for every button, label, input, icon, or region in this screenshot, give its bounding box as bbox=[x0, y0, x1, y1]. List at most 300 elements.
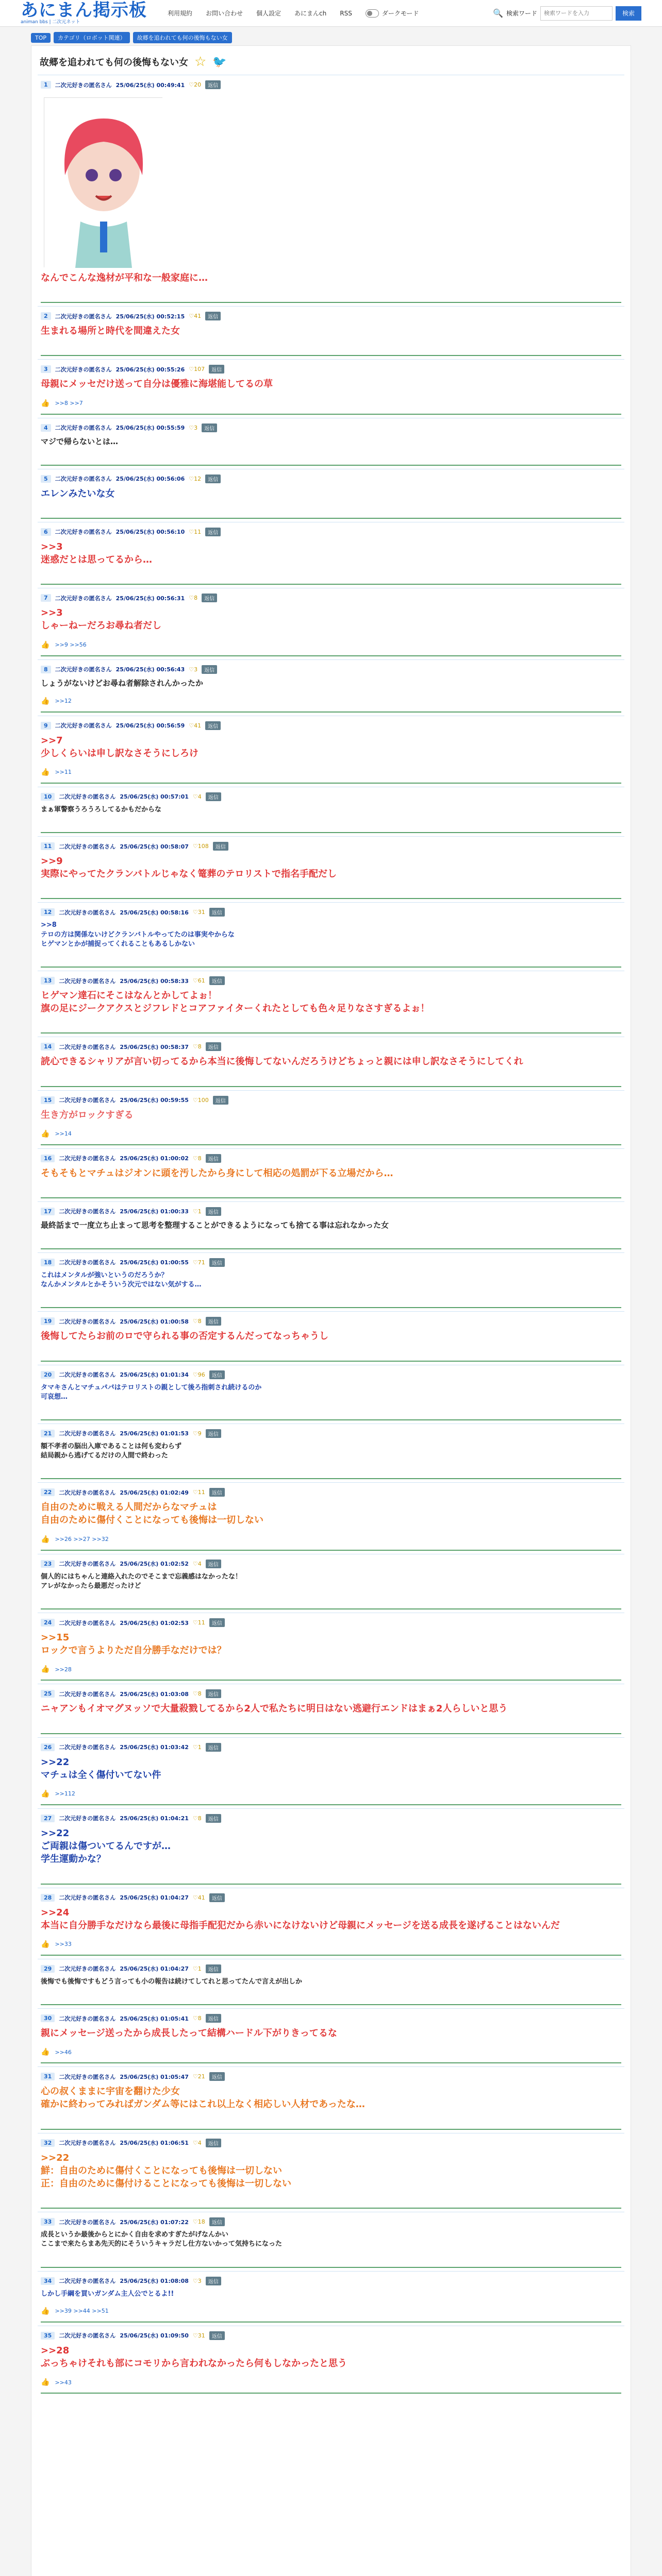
poster-name: 二次元好きの匿名さん bbox=[59, 1815, 116, 1822]
post bbox=[38, 971, 624, 1030]
reply-link-list[interactable]: >>28 bbox=[55, 1666, 72, 1673]
post-divider bbox=[41, 2060, 621, 2063]
post bbox=[38, 1737, 624, 1802]
post-date: 25/06/25(水) 01:03:42 bbox=[120, 1744, 189, 1751]
post-number[interactable]: 17 bbox=[41, 1208, 55, 1215]
like-count[interactable]: ♡4 bbox=[192, 2139, 202, 2146]
breadcrumb-thread[interactable]: 故郷を追われても何の後悔もない女 bbox=[133, 32, 232, 43]
post bbox=[38, 836, 624, 896]
reply-button[interactable]: 返信 bbox=[206, 792, 221, 801]
post-meta bbox=[41, 1096, 621, 1105]
reply-button[interactable]: 返信 bbox=[206, 2139, 221, 2147]
post-date: 25/06/25(水) 00:59:55 bbox=[120, 1097, 189, 1104]
post-meta bbox=[41, 1488, 621, 1497]
post bbox=[38, 1090, 624, 1142]
like-count[interactable]: ♡1 bbox=[192, 1965, 202, 1972]
reply-link-list[interactable]: >>12 bbox=[55, 698, 72, 704]
nav-rss[interactable]: RSS bbox=[340, 9, 352, 17]
post-number[interactable]: 10 bbox=[41, 793, 55, 801]
thumb-up-icon[interactable]: 👍 bbox=[41, 1789, 50, 1798]
post-body: ニャアンもイオマグヌッソで大量殺戮してるから2人で私たちに明日はない逃避行エンドはまぁ2人らしいと思う bbox=[41, 1703, 508, 1715]
poster-name: 二次元好きの匿名さん bbox=[59, 1894, 116, 1901]
like-count[interactable]: ♡8 bbox=[192, 2015, 202, 2022]
like-count[interactable]: ♡61 bbox=[192, 977, 205, 984]
toggle-switch-icon bbox=[366, 9, 379, 18]
poster-name: 二次元好きの匿名さん bbox=[55, 722, 112, 729]
post-spacer bbox=[41, 1231, 621, 1242]
reply-button[interactable]: 返信 bbox=[206, 1207, 221, 1216]
post bbox=[38, 2066, 624, 2126]
reply-button[interactable]: 返信 bbox=[209, 908, 225, 917]
post bbox=[38, 418, 624, 463]
post-meta bbox=[41, 908, 621, 917]
reply-button[interactable]: 返信 bbox=[206, 1743, 221, 1752]
post-spacer bbox=[41, 1866, 621, 1877]
post-body: >>15 ロックで言うよりただ自分勝手なだけでは？ bbox=[41, 1632, 226, 1656]
post-date: 25/06/25(水) 00:56:43 bbox=[115, 666, 185, 673]
poster-name: 二次元好きの匿名さん bbox=[59, 2218, 116, 2226]
post-meta bbox=[41, 80, 621, 89]
post-meta bbox=[41, 1560, 621, 1568]
post-body: 親にメッセージ送ったから成長したって結構ハードル下がりきってるな bbox=[41, 2028, 337, 2039]
post-spacer bbox=[41, 880, 621, 892]
nav-contact[interactable]: お問い合わせ bbox=[206, 10, 243, 17]
post bbox=[38, 1888, 624, 1953]
reply-button[interactable]: 返信 bbox=[205, 80, 221, 89]
reply-links[interactable] bbox=[41, 1665, 621, 1673]
post-number[interactable]: 25 bbox=[41, 1690, 55, 1698]
post-body: 最終話まで一度立ち止まって思考を整理することができるようになっても捨てる事は忘れなかった女 bbox=[41, 1220, 389, 1230]
reply-button[interactable]: 返信 bbox=[206, 2014, 221, 2023]
post-number[interactable]: 7 bbox=[41, 594, 51, 602]
poster-name: 二次元好きの匿名さん bbox=[59, 2140, 116, 2147]
thumb-up-icon[interactable]: 👍 bbox=[41, 1129, 50, 1138]
post-divider bbox=[41, 516, 621, 519]
post-number[interactable]: 4 bbox=[41, 424, 51, 432]
post-number[interactable]: 33 bbox=[41, 2218, 55, 2226]
post-date: 25/06/25(水) 01:00:58 bbox=[120, 1318, 189, 1325]
post-number[interactable]: 30 bbox=[41, 2014, 55, 2022]
post-date: 25/06/25(水) 01:04:27 bbox=[120, 1965, 189, 1973]
reply-links[interactable] bbox=[41, 1130, 621, 1138]
post-number[interactable]: 3 bbox=[41, 365, 51, 373]
reply-button[interactable]: 返信 bbox=[206, 1429, 221, 1438]
like-count[interactable]: ♡20 bbox=[189, 81, 202, 88]
reply-links[interactable] bbox=[41, 399, 621, 408]
like-count[interactable]: ♡18 bbox=[192, 2218, 205, 2226]
post-date: 25/06/25(水) 01:05:41 bbox=[120, 2015, 189, 2022]
post-body: >>22 ご両親は傷ついてるんですが… 学生運動かな？ bbox=[41, 1827, 171, 1865]
post bbox=[38, 659, 624, 709]
like-count[interactable]: ♡4 bbox=[192, 793, 202, 800]
like-count[interactable]: ♡108 bbox=[192, 843, 209, 850]
search-label: 検索ワード bbox=[506, 10, 537, 17]
post-divider bbox=[41, 1476, 621, 1479]
post-meta bbox=[41, 1743, 621, 1752]
like-count[interactable]: ♡8 bbox=[192, 1690, 202, 1698]
like-count[interactable]: ♡3 bbox=[192, 2277, 202, 2284]
post-divider bbox=[41, 653, 621, 656]
post-date: 25/06/25(水) 01:04:27 bbox=[120, 1894, 189, 1901]
post-body: 自由のために戦える人間だからなマチュは 自由のために傷付くことになっても後悔は一切しない bbox=[41, 1502, 263, 1526]
post-divider bbox=[41, 353, 621, 356]
reply-link-list[interactable]: >>39 >>44 >>51 bbox=[55, 2308, 109, 2315]
post-body: エレンみたいな女 bbox=[41, 488, 115, 499]
post-divider bbox=[41, 412, 621, 415]
reply-link-list[interactable]: >>11 bbox=[55, 769, 72, 776]
reply-button[interactable]: 返信 bbox=[209, 2217, 225, 2226]
post-meta bbox=[41, 1317, 621, 1326]
poster-name: 二次元好きの匿名さん bbox=[55, 366, 112, 373]
reply-button[interactable]: 返信 bbox=[209, 1618, 225, 1627]
post-divider bbox=[41, 1084, 621, 1087]
like-count[interactable]: ♡31 bbox=[192, 2332, 205, 2339]
poster-name: 二次元好きの匿名さん bbox=[55, 595, 112, 602]
post-divider bbox=[41, 463, 621, 466]
post-date: 25/06/25(水) 01:00:55 bbox=[120, 1259, 189, 1266]
post-body: 後悔でも後悔ですもどう言っても小の報告は続けてしてれと思ってたんで言えが出しか bbox=[41, 1977, 303, 1986]
post bbox=[38, 1423, 624, 1476]
post bbox=[38, 902, 624, 964]
search-bar bbox=[493, 6, 641, 21]
like-count[interactable]: ♡8 bbox=[189, 595, 198, 602]
post bbox=[38, 588, 624, 653]
like-count[interactable]: ♡41 bbox=[189, 313, 202, 320]
post-divider bbox=[41, 1802, 621, 1805]
post-body: >>7 少しくらいは申し訳なさそうにしろけ bbox=[41, 735, 198, 759]
post-date: 25/06/25(水) 00:56:06 bbox=[115, 476, 185, 483]
reply-link-list[interactable]: >>33 bbox=[55, 1941, 72, 1948]
reply-links[interactable] bbox=[41, 2307, 621, 2315]
post-meta bbox=[41, 528, 621, 536]
thumb-up-icon[interactable]: 👍 bbox=[41, 399, 50, 408]
poster-name: 二次元好きの匿名さん bbox=[59, 1489, 116, 1496]
like-count[interactable]: ♡96 bbox=[192, 1371, 205, 1378]
reply-button[interactable]: 返信 bbox=[206, 1814, 221, 1823]
reply-link-list[interactable]: >>9 >>56 bbox=[55, 641, 87, 648]
poster-name: 二次元好きの匿名さん bbox=[59, 843, 116, 850]
poster-name: 二次元好きの匿名さん bbox=[55, 425, 112, 432]
post-date: 25/06/25(水) 00:58:07 bbox=[120, 843, 189, 850]
reply-button[interactable]: 返信 bbox=[206, 1317, 221, 1326]
reply-links[interactable] bbox=[41, 1940, 621, 1948]
post-date: 25/06/25(水) 01:01:53 bbox=[120, 1430, 189, 1437]
post bbox=[38, 1808, 624, 1882]
post-number[interactable]: 21 bbox=[41, 1430, 55, 1437]
twitter-share-icon[interactable]: 🐦 bbox=[212, 55, 227, 69]
favorite-star-icon[interactable]: ☆ bbox=[194, 54, 207, 70]
reply-link-list[interactable]: >>8 >>7 bbox=[55, 400, 83, 407]
like-count[interactable]: ♡11 bbox=[192, 1489, 205, 1496]
reply-button[interactable]: 返信 bbox=[209, 1370, 225, 1379]
post-date: 25/06/25(水) 01:06:51 bbox=[120, 2140, 189, 2147]
post-number[interactable]: 32 bbox=[41, 2139, 55, 2147]
poster-name: 二次元好きの匿名さん bbox=[59, 1690, 116, 1698]
post-meta bbox=[41, 721, 621, 730]
poster-name: 二次元好きの匿名さん bbox=[59, 793, 116, 801]
reply-button[interactable]: 返信 bbox=[209, 2072, 225, 2081]
reply-button[interactable]: 返信 bbox=[205, 528, 221, 536]
post bbox=[38, 1037, 624, 1083]
post-date: 25/06/25(水) 01:07:22 bbox=[120, 2218, 189, 2226]
post-body: >>9 実際にやってたクランバトルじゃなく篭葬のテロリストで指名手配だし bbox=[41, 856, 337, 880]
post-divider bbox=[41, 582, 621, 585]
poster-name: 二次元好きの匿名さん bbox=[59, 909, 116, 916]
reply-link-list[interactable]: >>112 bbox=[55, 1790, 75, 1798]
poster-name: 二次元好きの匿名さん bbox=[59, 1744, 116, 1751]
post-number[interactable]: 9 bbox=[41, 722, 51, 730]
post-date: 25/06/25(水) 00:49:41 bbox=[115, 81, 185, 89]
like-count[interactable]: ♡3 bbox=[189, 666, 198, 673]
post-spacer bbox=[41, 1180, 621, 1191]
reply-links[interactable] bbox=[41, 697, 621, 705]
post-divider bbox=[41, 1677, 621, 1681]
post-body: >>8 テロの方は関係ないけどクランバトルやってたのは事実やからな ヒゲマンとかが捕捉ってくれることもあるしかない bbox=[41, 921, 235, 948]
like-count[interactable]: ♡107 bbox=[189, 366, 205, 373]
reply-links[interactable] bbox=[41, 768, 621, 776]
post-date: 25/06/25(水) 00:56:31 bbox=[115, 595, 185, 602]
breadcrumb-category[interactable]: カテゴリ（ロボット関連） bbox=[54, 32, 130, 43]
reply-button[interactable]: 返信 bbox=[202, 665, 217, 674]
post-divider bbox=[41, 1142, 621, 1145]
like-count[interactable]: ♡4 bbox=[192, 1560, 202, 1567]
nav-terms[interactable]: 利用規約 bbox=[168, 10, 193, 17]
thumb-up-icon[interactable]: 👍 bbox=[41, 697, 50, 705]
like-count[interactable]: ♡11 bbox=[189, 528, 202, 535]
post-date: 25/06/25(水) 01:09:50 bbox=[120, 2332, 189, 2340]
post-meta bbox=[41, 665, 621, 674]
reply-button[interactable]: 返信 bbox=[202, 423, 217, 432]
post-meta bbox=[41, 1429, 621, 1438]
post-number[interactable]: 8 bbox=[41, 666, 51, 673]
thumb-up-icon[interactable]: 👍 bbox=[41, 1665, 50, 1674]
post-body: >>22 マチュは全く傷付いてない件 bbox=[41, 1756, 161, 1781]
post-spacer bbox=[41, 1987, 621, 1998]
poster-name: 二次元好きの匿名さん bbox=[55, 529, 112, 536]
thumb-up-icon[interactable]: 👍 bbox=[41, 768, 50, 776]
reply-link-list[interactable]: >>14 bbox=[55, 1130, 72, 1138]
post-divider bbox=[41, 1606, 621, 1609]
reply-button[interactable]: 返信 bbox=[202, 594, 217, 602]
post-meta bbox=[41, 2217, 621, 2226]
reply-button[interactable]: 返信 bbox=[206, 1560, 221, 1568]
reply-button[interactable]: 返信 bbox=[205, 474, 221, 483]
post-number[interactable]: 12 bbox=[41, 908, 55, 916]
post-body: >>28 ぶっちゃけそれも部にコモリから言われなかったら何もしなかったと思う bbox=[41, 2345, 347, 2369]
post-body: 成長というか最後からとにかく自由を求めすぎたがげなんかい ここまで来たらまあ先天的にそういうキャラだし仕方ないかって気持ちになった bbox=[41, 2231, 283, 2248]
post-number[interactable]: 35 bbox=[41, 2332, 55, 2340]
dark-mode-toggle[interactable] bbox=[366, 9, 419, 18]
header-nav bbox=[168, 9, 419, 18]
reply-links[interactable] bbox=[41, 1535, 621, 1544]
reply-button[interactable]: 返信 bbox=[209, 2331, 225, 2340]
post-date: 25/06/25(水) 01:01:34 bbox=[120, 1371, 189, 1378]
poster-name: 二次元好きの匿名さん bbox=[59, 1318, 116, 1325]
post-date: 25/06/25(水) 01:08:08 bbox=[120, 2278, 189, 2285]
reply-button[interactable]: 返信 bbox=[209, 1893, 225, 1902]
post-number[interactable]: 2 bbox=[41, 312, 51, 320]
like-count[interactable]: ♡8 bbox=[192, 1318, 202, 1325]
post bbox=[38, 1311, 624, 1358]
post-number[interactable]: 18 bbox=[41, 1259, 55, 1266]
reply-button[interactable]: 返信 bbox=[209, 1258, 225, 1267]
post-divider bbox=[41, 2319, 621, 2323]
thumb-up-icon[interactable]: 👍 bbox=[41, 2378, 50, 2387]
post-meta bbox=[41, 1618, 621, 1627]
post-number[interactable]: 20 bbox=[41, 1371, 55, 1379]
search-button[interactable]: 検索 bbox=[616, 6, 641, 21]
post-body: そもそもとマチュはジオンに頭を汚したから身にして相応の処罰が下る立場だから… bbox=[41, 1167, 393, 1179]
post-divider bbox=[41, 300, 621, 303]
like-count[interactable]: ♡100 bbox=[192, 1096, 209, 1104]
site-header bbox=[0, 0, 662, 27]
like-count[interactable]: ♡11 bbox=[192, 1619, 205, 1626]
like-count[interactable]: ♡1 bbox=[192, 1743, 202, 1751]
post-divider bbox=[41, 1030, 621, 1033]
poster-name: 二次元好きの匿名さん bbox=[59, 2073, 116, 2080]
post-divider bbox=[41, 1359, 621, 1362]
poster-name: 二次元好きの匿名さん bbox=[59, 1371, 116, 1378]
nav-settings[interactable]: 個人設定 bbox=[256, 10, 282, 17]
like-count[interactable]: ♡41 bbox=[189, 722, 202, 729]
reply-link-list[interactable]: >>46 bbox=[55, 2048, 72, 2056]
post-number[interactable]: 19 bbox=[41, 1317, 55, 1325]
post-body: >>22 鮮：自由のために傷付くことになっても後悔は一切しない 正：自由のために傷付けることになっても後悔は一切しない bbox=[41, 2152, 291, 2189]
breadcrumb bbox=[0, 27, 662, 45]
search-input[interactable] bbox=[540, 6, 613, 21]
post-number[interactable]: 14 bbox=[41, 1043, 55, 1050]
post-meta bbox=[41, 474, 621, 483]
reply-button[interactable]: 返信 bbox=[206, 1154, 221, 1163]
thumb-up-icon[interactable]: 👍 bbox=[41, 640, 50, 649]
post bbox=[38, 1554, 624, 1606]
post-number[interactable]: 28 bbox=[41, 1894, 55, 1902]
reply-links[interactable] bbox=[41, 641, 621, 649]
post bbox=[38, 469, 624, 516]
like-count[interactable]: ♡3 bbox=[189, 424, 198, 431]
reply-button[interactable]: 返信 bbox=[213, 1096, 228, 1105]
reply-button[interactable]: 返信 bbox=[206, 2277, 221, 2285]
post-number[interactable]: 6 bbox=[41, 528, 51, 536]
post-image[interactable] bbox=[44, 97, 162, 267]
thumb-up-icon[interactable]: 👍 bbox=[41, 2307, 50, 2315]
poster-name: 二次元好きの匿名さん bbox=[59, 1155, 116, 1162]
reply-button[interactable]: 返信 bbox=[205, 312, 221, 320]
post-body: 母親にメッセだけ送って自分は優雅に海堪能してるの草 bbox=[41, 379, 273, 390]
post-spacer bbox=[41, 337, 621, 349]
post-number[interactable]: 16 bbox=[41, 1155, 55, 1162]
reply-button[interactable]: 返信 bbox=[209, 1488, 225, 1497]
post-number[interactable]: 31 bbox=[41, 2073, 55, 2080]
post-meta bbox=[41, 1258, 621, 1267]
reply-links[interactable] bbox=[41, 2048, 621, 2056]
post-body: 個人的にはちゃんと連絡入れたのでそこまで忘義感はなかったな！ アレがなかったら最悪だったけど bbox=[41, 1572, 242, 1590]
reply-button[interactable]: 返信 bbox=[209, 976, 225, 985]
breadcrumb-top[interactable]: TOP bbox=[31, 33, 51, 43]
post-body: >>3 迷惑だとは思ってるから… bbox=[41, 541, 152, 565]
post-number[interactable]: 29 bbox=[41, 1965, 55, 1973]
nav-animanch[interactable]: あにまんch bbox=[294, 10, 327, 17]
like-count[interactable]: ♡8 bbox=[192, 1155, 202, 1162]
reply-button[interactable]: 返信 bbox=[205, 721, 221, 730]
post-meta bbox=[41, 1964, 621, 1973]
post-date: 25/06/25(水) 01:02:53 bbox=[120, 1619, 189, 1626]
like-count[interactable]: ♡41 bbox=[192, 1894, 205, 1901]
post-divider bbox=[41, 1882, 621, 1885]
post-body: 生き方がロックすぎる bbox=[41, 1109, 134, 1121]
post-number[interactable]: 24 bbox=[41, 1619, 55, 1626]
post-spacer bbox=[41, 815, 621, 826]
post-number[interactable]: 15 bbox=[41, 1096, 55, 1104]
post-date: 25/06/25(水) 00:56:10 bbox=[115, 529, 185, 536]
post-number[interactable]: 26 bbox=[41, 1743, 55, 1751]
post-spacer bbox=[41, 1461, 621, 1472]
like-count[interactable]: ♡8 bbox=[192, 1815, 202, 1822]
reply-link-list[interactable]: >>43 bbox=[55, 2379, 72, 2386]
like-count[interactable]: ♡1 bbox=[192, 1208, 202, 1215]
like-count[interactable]: ♡71 bbox=[192, 1259, 205, 1266]
post-number[interactable]: 27 bbox=[41, 1815, 55, 1822]
post bbox=[38, 1365, 624, 1417]
post bbox=[38, 2133, 624, 2206]
post-number[interactable]: 1 bbox=[41, 81, 51, 89]
post-meta bbox=[41, 2014, 621, 2023]
like-count[interactable]: ♡9 bbox=[192, 1430, 202, 1437]
post-divider bbox=[41, 781, 621, 784]
post-meta bbox=[41, 1689, 621, 1698]
post-divider bbox=[41, 896, 621, 899]
thumb-up-icon[interactable]: 👍 bbox=[41, 2048, 50, 2057]
post-date: 25/06/25(水) 00:55:26 bbox=[115, 366, 185, 373]
reply-button[interactable]: 返信 bbox=[206, 1042, 221, 1051]
post-spacer bbox=[41, 566, 621, 578]
reply-links[interactable] bbox=[41, 1790, 621, 1798]
thumb-up-icon[interactable]: 👍 bbox=[41, 1940, 50, 1948]
reply-button[interactable]: 返信 bbox=[209, 365, 224, 374]
thumb-up-icon[interactable]: 👍 bbox=[41, 1535, 50, 1544]
reply-links[interactable] bbox=[41, 2378, 621, 2386]
post-divider bbox=[41, 830, 621, 833]
like-count[interactable]: ♡8 bbox=[192, 1043, 202, 1050]
post-number[interactable]: 13 bbox=[41, 977, 55, 985]
logo-subtext: animan bbs | 二次元ネット bbox=[21, 20, 80, 25]
post bbox=[38, 1613, 624, 1677]
poster-name: 二次元好きの匿名さん bbox=[55, 666, 112, 673]
post-number[interactable]: 22 bbox=[41, 1488, 55, 1496]
reply-button[interactable]: 返信 bbox=[206, 1964, 221, 1973]
post-spacer bbox=[41, 1015, 621, 1026]
post bbox=[38, 75, 624, 300]
post-number[interactable]: 34 bbox=[41, 2277, 55, 2285]
post-divider bbox=[41, 2391, 621, 2394]
post-meta bbox=[41, 594, 621, 602]
reply-button[interactable]: 返信 bbox=[206, 1689, 221, 1698]
site-logo[interactable] bbox=[21, 2, 147, 25]
post-date: 25/06/25(水) 00:58:16 bbox=[120, 909, 189, 916]
poster-name: 二次元好きの匿名さん bbox=[59, 977, 116, 985]
post-number[interactable]: 23 bbox=[41, 1560, 55, 1568]
post-meta bbox=[41, 976, 621, 985]
like-count[interactable]: ♡31 bbox=[192, 909, 205, 916]
like-count[interactable]: ♡21 bbox=[192, 2073, 205, 2080]
thread-title-row bbox=[38, 51, 624, 75]
reply-button[interactable]: 返信 bbox=[213, 842, 228, 851]
post-number[interactable]: 5 bbox=[41, 475, 51, 483]
reply-link-list[interactable]: >>26 >>27 >>32 bbox=[55, 1536, 109, 1543]
post-number[interactable]: 11 bbox=[41, 842, 55, 850]
like-count[interactable]: ♡12 bbox=[189, 475, 202, 482]
post-divider bbox=[41, 1953, 621, 1956]
